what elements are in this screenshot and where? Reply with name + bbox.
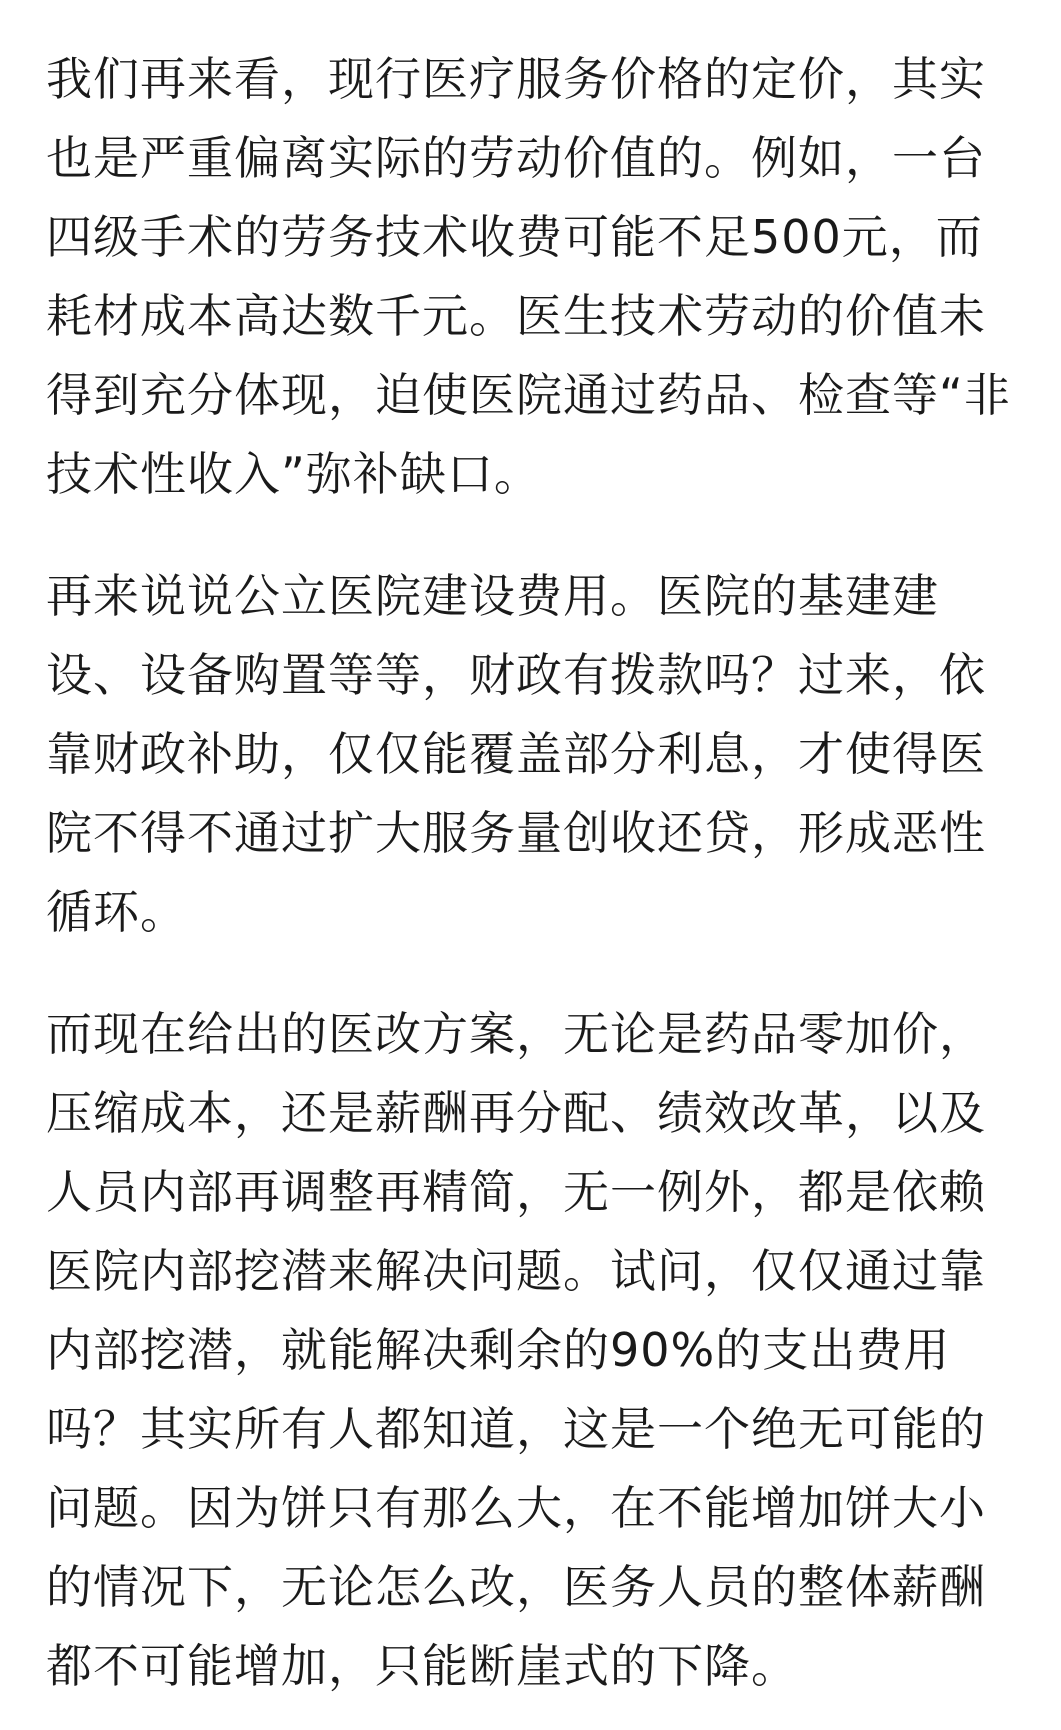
text-line: 而现在给出的医改方案，无论是药品零加价， bbox=[46, 1007, 986, 1061]
text-line: 院不得不通过扩大服务量创收还贷，形成恶性 bbox=[46, 806, 986, 860]
text-line: 压缩成本，还是薪酬再分配、绩效改革，以及 bbox=[46, 1086, 986, 1140]
text-line: 人员内部再调整再精简，无一例外，都是依赖 bbox=[46, 1165, 986, 1219]
text-line: 吗？其实所有人都知道，这是一个绝无可能的 bbox=[46, 1402, 986, 1456]
text-line: 再来说说公立医院建设费用。医院的基建建 bbox=[46, 569, 939, 623]
text-line: 耗材成本高达数千元。医生技术劳动的价值未 bbox=[46, 289, 986, 343]
article-body bbox=[46, 40, 1031, 1706]
text-line: 也是严重偏离实际的劳动价值的。例如，一台 bbox=[46, 131, 986, 185]
paragraph-reform-plan bbox=[46, 995, 1031, 1706]
text-line: 靠财政补助，仅仅能覆盖部分利息，才使得医 bbox=[46, 727, 986, 781]
text-line: 内部挖潜，就能解决剩余的90%的支出费用 bbox=[46, 1323, 951, 1377]
text-line: 技术性收入”弥补缺口。 bbox=[46, 447, 541, 501]
text-line: 问题。因为饼只有那么大，在不能增加饼大小 bbox=[46, 1481, 986, 1535]
text-line: 得到充分体现，迫使医院通过药品、检查等“非 bbox=[46, 368, 1011, 422]
text-line: 的情况下，无论怎么改，医务人员的整体薪酬 bbox=[46, 1560, 986, 1614]
text-line: 循环。 bbox=[46, 885, 187, 939]
text-line: 四级手术的劳务技术收费可能不足500元，而 bbox=[46, 210, 983, 264]
paragraph-construction-costs bbox=[46, 557, 1031, 952]
text-line: 都不可能增加，只能断崖式的下降。 bbox=[46, 1639, 798, 1693]
text-line: 我们再来看，现行医疗服务价格的定价，其实 bbox=[46, 52, 986, 106]
paragraph-pricing bbox=[46, 40, 1031, 514]
text-line: 设、设备购置等等，财政有拨款吗？过来，依 bbox=[46, 648, 986, 702]
text-line: 医院内部挖潜来解决问题。试问，仅仅通过靠 bbox=[46, 1244, 986, 1298]
